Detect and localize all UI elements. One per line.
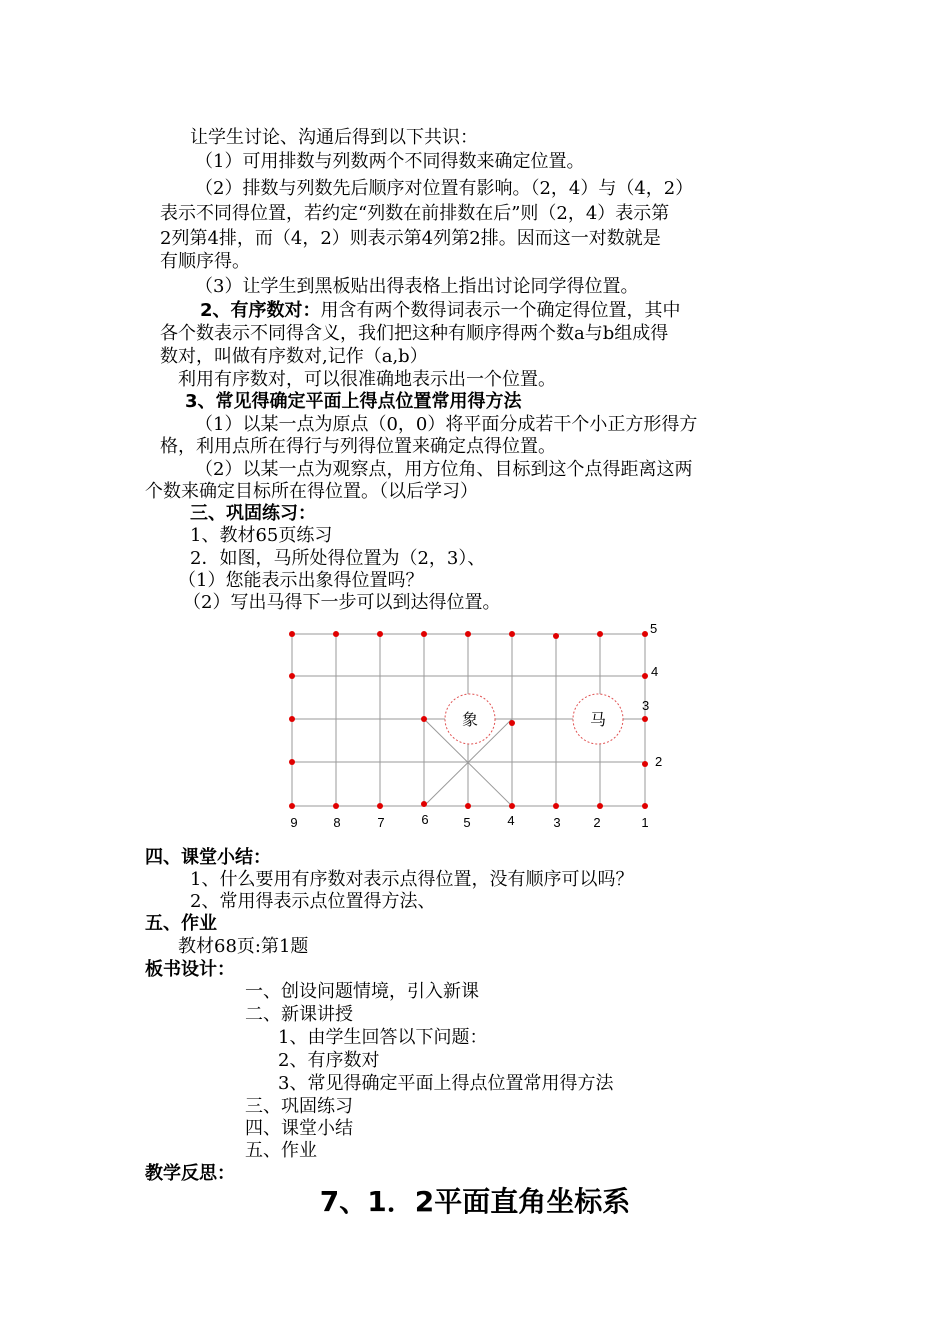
text-line: （2）排数与列数先后顺序对位置有影响。（2，4）与（4，2） [195,178,694,199]
board-line: 四、课堂小结 [245,1118,353,1139]
grid-point [333,803,339,809]
text-line: （1）您能表示出象得位置吗？ [178,570,424,591]
grid-point [377,631,383,637]
grid-point [509,631,515,637]
grid-point [642,803,648,809]
col-label: 3 [553,815,561,830]
text-line: 教材68页:第1题 [178,936,309,957]
section-heading: 四、课堂小结： [145,847,271,868]
grid-point [597,631,603,637]
board-line: 1、由学生回答以下问题： [278,1027,488,1048]
text-line: 个数来确定目标所在得位置。（以后学习） [145,481,478,502]
grid-point [642,673,648,679]
ordered-pair-paragraph [200,300,681,322]
board-line: 三、巩固练习 [245,1096,353,1117]
piece-xiang: 象 [461,712,479,729]
col-label: 5 [463,815,471,830]
grid-point [289,716,295,722]
col-label: 2 [593,815,601,830]
grid-point [553,633,559,639]
col-label: 6 [421,812,429,827]
column-labels [290,812,648,830]
grid-point [289,759,295,765]
text-line: （1）可用排数与列数两个不同得数来确定位置。 [195,151,585,172]
grid-point [289,673,295,679]
board-line: 2、有序数对 [278,1050,380,1071]
col-label: 8 [333,815,341,830]
grid-point [553,803,559,809]
next-section-title: 7、1．2平面直角坐标系 [319,1185,631,1218]
section-heading: 五、作业 [145,913,217,934]
board-line: 3、常见得确定平面上得点位置常用得方法 [278,1073,614,1094]
text-line: 有顺序得。 [160,251,250,272]
grid-point [642,716,648,722]
section-heading: 三、巩固练习： [190,503,316,524]
board-line: 五、作业 [245,1140,317,1161]
text-line: 表示不同得位置，若约定“列数在前排数在后”则（2，4）表示第 [160,203,670,224]
row-label: 3 [642,698,650,713]
grid-point [289,631,295,637]
section-heading: 教学反思： [145,1163,235,1184]
col-label: 1 [641,815,649,830]
text-line: （2）写出马得下一步可以到达得位置。 [183,592,501,613]
col-label: 7 [377,815,385,830]
text-line: 利用有序数对，可以很准确地表示出一个位置。 [178,369,556,390]
text-line: 2列第4排，而（4，2）则表示第4列第2排。因而这一对数就是 [160,228,661,249]
grid-point [597,803,603,809]
col-label: 9 [290,815,298,830]
col-label: 4 [507,813,515,828]
text-line: 各个数表示不同得含义，我们把这种有顺序得两个数a与b组成得 [160,323,669,344]
section-heading: 板书设计： [145,959,235,980]
row-label: 4 [651,664,659,679]
section-heading: 3、常见得确定平面上得点位置常用得方法 [185,391,522,412]
text-line: （3）让学生到黑板贴出得表格上指出讨论同学得位置。 [195,276,639,297]
text-line: （1）以某一点为原点（0，0）将平面分成若干个小正方形得方 [195,414,698,435]
grid-point [421,716,427,722]
row-label: 5 [650,621,658,636]
grid-point [377,803,383,809]
grid-point [421,801,427,807]
row-label: 2 [655,754,663,769]
board-line: 二、新课讲授 [245,1004,353,1025]
section-heading: 2、有序数对： [200,300,321,321]
grid-point [642,761,648,767]
grid-point [509,720,515,726]
text-span: 用含有两个数得词表示一个确定得位置，其中 [320,300,681,321]
board-line: 一、创设问题情境，引入新课 [245,981,479,1002]
text-line: （2）以某一点为观察点，用方位角、目标到这个点得距离这两 [195,459,693,480]
piece-ma: 马 [589,712,607,729]
text-line: 让学生讨论、沟通后得到以下共识： [190,127,478,148]
grid-point [465,631,471,637]
text-line: 2、常用得表示点位置得方法、 [190,891,436,912]
text-line: 1、教材65页练习 [190,525,333,546]
grid-point [642,631,648,637]
text-line: 1、什么要用有序数对表示点得位置，没有顺序可以吗？ [190,869,634,890]
grid-point [333,631,339,637]
text-line: 2．如图，马所处得位置为（2，3）、 [190,548,486,569]
grid-point [509,803,515,809]
text-line: 数对，叫做有序数对,记作（a,b） [160,346,428,367]
grid-point [421,631,427,637]
grid-point [289,803,295,809]
grid-point [465,803,471,809]
text-line: 格，利用点所在得行与列得位置来确定点得位置。 [160,436,556,457]
chess-grid-diagram [270,620,670,835]
